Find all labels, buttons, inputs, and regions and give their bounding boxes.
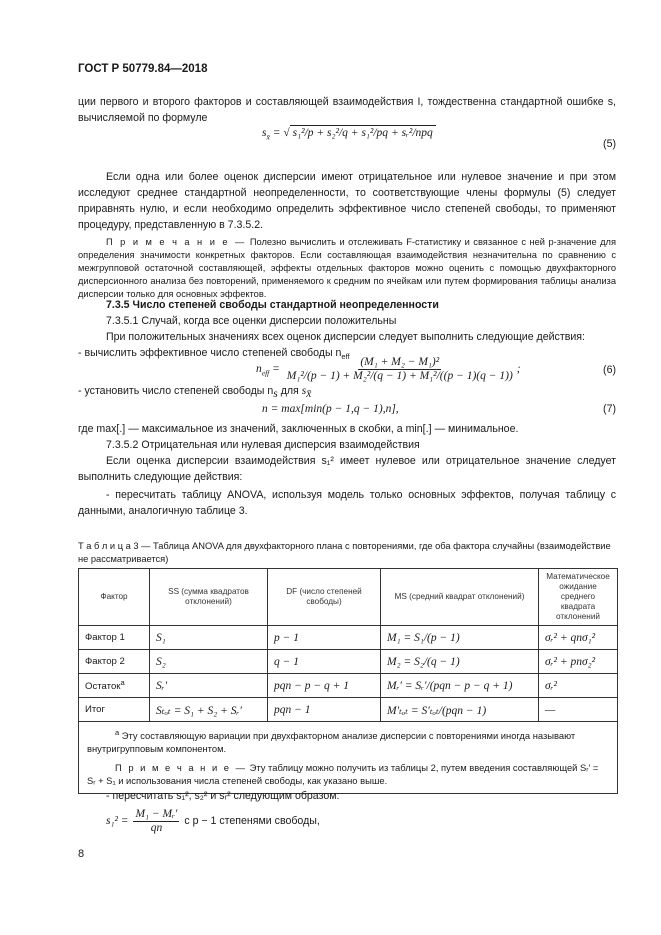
table-cell: Sᵣ′ [150, 674, 268, 698]
formula-5-term: s₂²/q [327, 127, 348, 139]
table-header: DF (число степеней свободы) [268, 569, 381, 626]
table-cell: S₁ [150, 626, 268, 650]
table-cell: Итог [79, 698, 150, 722]
table-cell: M₁ = S₁/(p − 1) [381, 626, 539, 650]
table-cell: Sₜₒₜ = S₁ + S₂ + Sᵣ′ [150, 698, 268, 722]
paragraph-negative: Если одна или более оценок дисперсии имеют отрицательное или нулевое значение и при этом исследуют среднее стандартной неопределенности, то соответствующие члены формулы (5) следует приравнять нулю, и если необходимо определить эффективное число степеней свободы, то применяют процедуру, представленную в 7.3.5.2. [78, 171, 616, 231]
bullet-compute: - вычислить эффективное число степеней свободы $n_{eff}$ [78, 347, 350, 362]
table-cell: σᵣ² + qnσ₁² [539, 626, 618, 650]
equation-number-6: (6) [603, 364, 616, 376]
table-cell: M₂ = S₂/(q − 1) [381, 650, 539, 674]
table-header: MS (средний квадрат отклонений) [381, 569, 539, 626]
table-cell: S₂ [150, 650, 268, 674]
table-cell: Mᵣ′ = Sᵣ′/(pqn − p − q + 1) [381, 674, 539, 698]
table-note: П р и м е ч а н и е — Эту таблицу можно получить из таблицы 2, путем введения составляющей Sᵣ′ = Sᵣ + S₁ и использования числа степеней свободы, как указано выше. [87, 762, 599, 787]
table-cell: — [539, 698, 618, 722]
table-row [79, 698, 618, 722]
table-cell: σᵣ² + pnσ₂² [539, 650, 618, 674]
table-cell: Остаток$^а$ [79, 674, 150, 698]
document-header: ГОСТ Р 50779.84—2018 [78, 63, 208, 75]
formula-5: $s_{x̄}$ = √ s₁²/p + s₂²/q + s₁²/pq + sᵣ²/npq [262, 125, 436, 141]
bullet-recount: - пересчитать таблицу ANOVA, используя модель только основных эффектов, получая таблицу с данными, аналогичную таблице 3. [78, 489, 616, 517]
table-cell: pqn − 1 [268, 698, 381, 722]
formula-final: s₁² = $\frac{\text{M₁ − Mᵣ′}}{qn}$ с p − 1 степенями свободы, [106, 808, 320, 834]
table-cell: pqn − p − q + 1 [268, 674, 381, 698]
formula-6: $n_{eff}$ = $\frac{\text{(M₁ + M₂ − M₁)²}}{\text{M₁²/(p − 1) + M₂²/(q − 1) + M₁²/((p − 1)(q − 1))}}$ ; [256, 356, 521, 382]
table-footnote: $^а$ Эту составляющую вариации при двухфакторном анализе дисперсии с повторениями иногда называют внутригрупповым компонентом. [87, 728, 576, 755]
table-header: SS (сумма квадратов отклонений) [150, 569, 268, 626]
table-header-row [79, 569, 618, 626]
table-cell: p − 1 [268, 626, 381, 650]
bullet-set: - установить число степеней свободы $n_s$ для $s_{x̄}$ [78, 385, 312, 401]
equation-number-5: (5) [603, 138, 616, 150]
formula-5-term: sᵣ²/npq [401, 127, 433, 139]
bullet-recalc: - пересчитать s₁², s₂² и sᵣ² следующим образом: [106, 790, 340, 802]
note-1 [78, 236, 616, 301]
table-row [79, 650, 618, 674]
table-row [79, 674, 618, 698]
paragraph-positive: При положительных значениях всех оценок дисперсии следует выполнить следующие действия: [106, 331, 585, 343]
page-number: 8 [78, 848, 85, 860]
paragraph-intro: ции первого и второго факторов и составляющей взаимодействия I, тождественна стандартной ошибке s, вычисляемой по формуле [78, 96, 616, 124]
note-text: Полезно вычислить и отслеживать F-статистику и связанное с ней p-значение для определения значимости конкретных факторов. Если составляющая взаимодействия незначительна по сравнению с межгрупповой остаточной составляющей, эффекты отдельных факторов можно оценить с помощью двухфакторного дисперсионного анализа без повторений, применяемого к средним по ячейкам или путем формирования таблицы анализа дисперсии только для основных эффектов. [78, 237, 616, 299]
formula-5-term: s₁²/p [292, 127, 314, 139]
formula-7: n = max[min(p − 1,q − 1),n], [262, 403, 399, 415]
table-cell: σᵣ² [539, 674, 618, 698]
subsection-1: 7.3.5.1 Случай, когда все оценки дисперсии положительны [106, 315, 397, 327]
table-cell: M′ₜₒₜ = S′ₜₒₜ/(pqn − 1) [381, 698, 539, 722]
table-notes-row [79, 722, 618, 794]
subsection-2: 7.3.5.2 Отрицательная или нулевая дисперсия взаимодействия [106, 439, 420, 451]
note-label: П р и м е ч а н и е — [106, 237, 247, 247]
table-row [79, 626, 618, 650]
formula-5-term: s₁²/pq [361, 127, 389, 139]
equation-number-7: (7) [603, 403, 616, 415]
table-header: Фактор [79, 569, 150, 626]
table-cell: Фактор 2 [79, 650, 150, 674]
section-heading: 7.3.5 Число степеней свободы стандартной неопределенности [106, 299, 439, 311]
formula-6-numerator: (M₁ + M₂ − M₁)² [360, 356, 440, 368]
paragraph-where: где max[.] — максимальное из значений, заключенных в скобки, а min[.] — минимальное. [78, 423, 519, 435]
footnote-marker: а [120, 678, 125, 688]
table-header: Математическое ожидание среднего квадрата отклонений [539, 569, 618, 626]
anova-table [78, 568, 618, 794]
table-cell: Фактор 1 [79, 626, 150, 650]
table-cell: q − 1 [268, 650, 381, 674]
table-caption: Т а б л и ц а 3 — Таблица ANOVA для двухфакторного плана с повторениями, где оба фактора случайны (взаимодействие не рассматривается) [78, 541, 611, 564]
paragraph-if: Если оценка дисперсии взаимодействия s₁² имеет нулевое или отрицательное значение следует выполнить следующие действия: [78, 455, 616, 483]
